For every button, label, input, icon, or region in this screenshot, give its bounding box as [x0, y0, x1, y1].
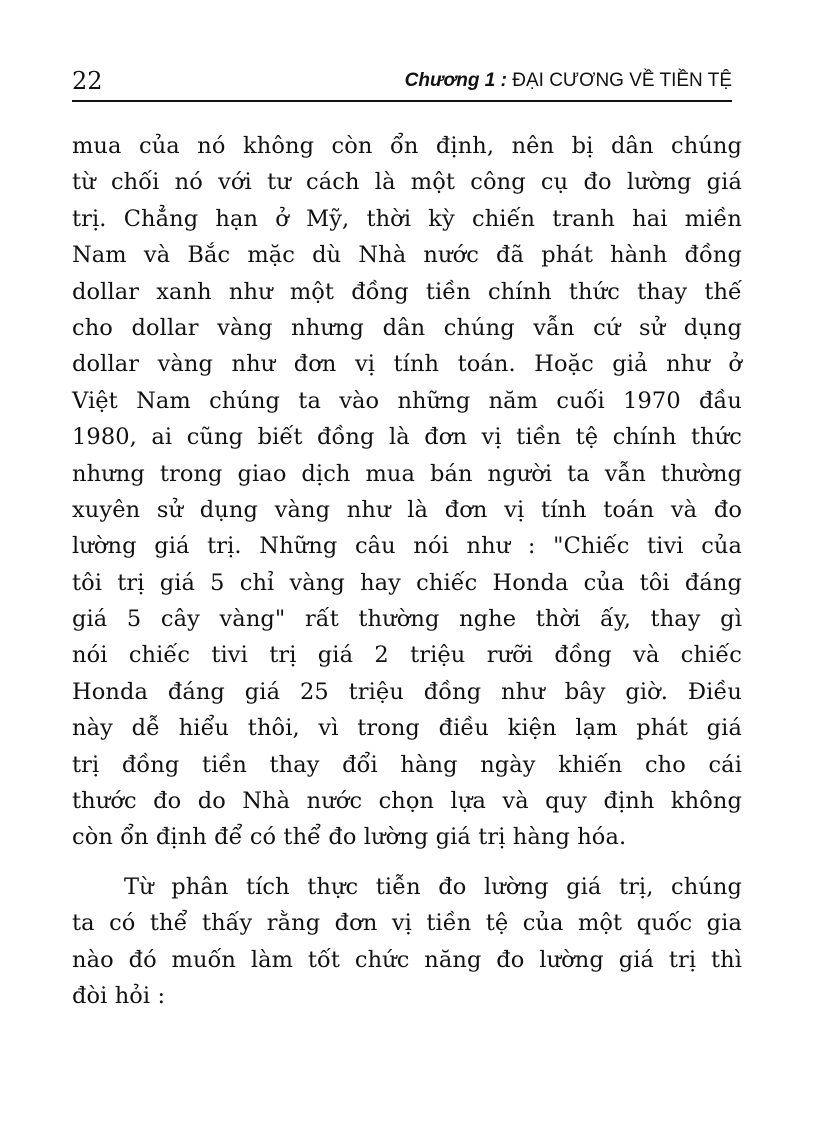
text-line: lường giá trị. Những câu nói như : "Chiếc tivi của: [72, 533, 742, 560]
text-line: dollar xanh như một đồng tiền chính thức thay thế: [72, 278, 742, 305]
paragraph-gap: [72, 856, 742, 869]
paragraph-1: [72, 128, 742, 856]
text-line: 1980, ai cũng biết đồng là đơn vị tiền tệ chính thức: [72, 424, 742, 451]
text-line: từ chối nó với tư cách là một công cụ đo lường giá: [72, 169, 742, 196]
page-header: [72, 60, 732, 102]
text-line: thước đo do Nhà nước chọn lựa và quy định không: [72, 788, 742, 815]
text-line: giá 5 cây vàng" rất thường nghe thời ấy, thay gì: [72, 606, 742, 633]
chapter-label: Chương 1 :: [404, 70, 507, 91]
text-line: trị. Chẳng hạn ở Mỹ, thời kỳ chiến tranh hai miền: [72, 205, 742, 232]
text-line: đòi hỏi :: [72, 982, 166, 1009]
text-line: này dễ hiểu thôi, vì trong điều kiện lạm phát giá: [72, 715, 742, 742]
text-line: nhưng trong giao dịch mua bán người ta vẫn thường: [72, 460, 742, 487]
page-number: 22: [72, 67, 103, 95]
text-line: nào đó muốn làm tốt chức năng đo lường giá trị thì: [72, 946, 742, 973]
chapter-title: ĐẠI CƯƠNG VỀ TIỀN TỆ: [512, 70, 732, 91]
text-line: mua của nó không còn ổn định, nên bị dân chúng: [72, 133, 742, 159]
body-text: [72, 128, 742, 1014]
text-line: ta có thể thấy rằng đơn vị tiền tệ của một quốc gia: [72, 910, 742, 937]
text-line: còn ổn định để có thể đo lường giá trị hàng hóa.: [72, 824, 627, 851]
text-line: dollar vàng như đơn vị tính toán. Hoặc giả như ở: [72, 351, 742, 378]
text-line: nói chiếc tivi trị giá 2 triệu rưỡi đồng và chiếc: [72, 642, 742, 669]
text-line: Từ phân tích thực tiễn đo lường giá trị, chúng: [124, 873, 742, 900]
text-line: Honda đáng giá 25 triệu đồng như bây giờ. Điều: [72, 678, 742, 705]
paragraph-2: [72, 869, 742, 1015]
text-line: cho dollar vàng nhưng dân chúng vẫn cứ sử dụng: [72, 314, 742, 341]
text-line: xuyên sử dụng vàng như là đơn vị tính toán và đo: [72, 496, 742, 523]
text-line: Nam và Bắc mặc dù Nhà nước đã phát hành đồng: [72, 242, 742, 269]
running-head: [405, 68, 732, 94]
text-line: trị đồng tiền thay đổi hàng ngày khiến cho cái: [72, 751, 742, 778]
text-line: Việt Nam chúng ta vào những năm cuối 1970 đầu: [72, 387, 742, 414]
text-line: tôi trị giá 5 chỉ vàng hay chiếc Honda của tôi đáng: [72, 569, 742, 596]
